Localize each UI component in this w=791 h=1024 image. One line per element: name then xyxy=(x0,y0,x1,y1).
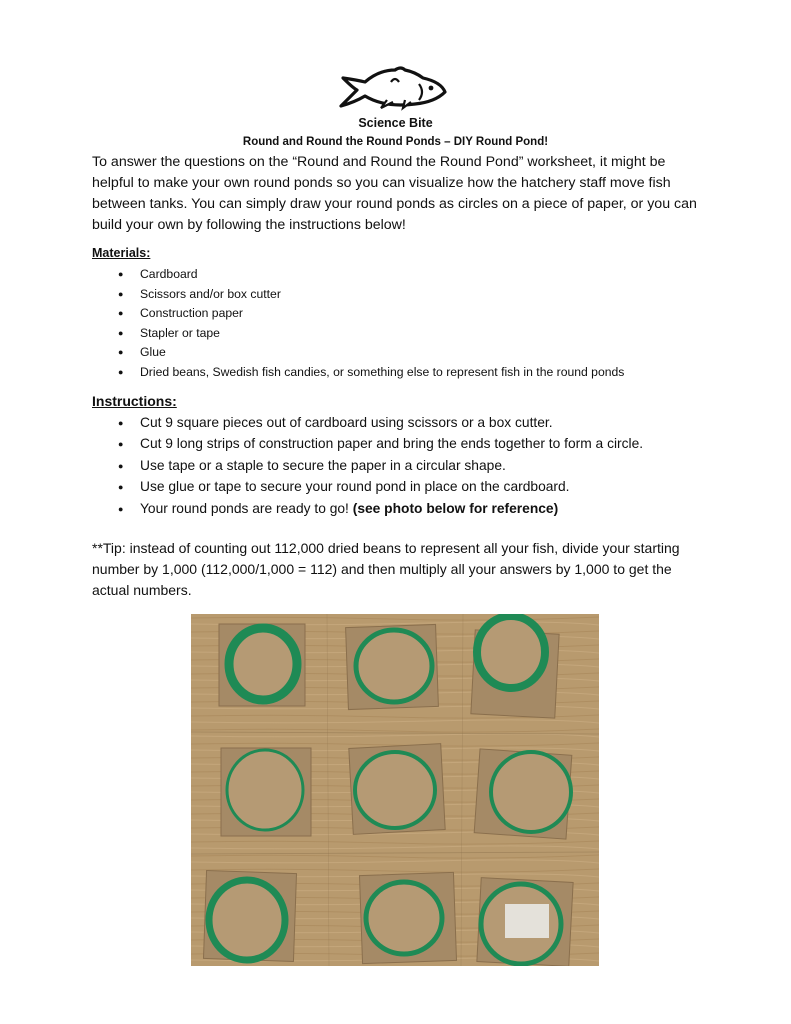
pond-5 xyxy=(349,744,445,835)
list-item: ● Use tape or a staple to secure the paper in a circular shape. xyxy=(140,455,700,476)
bullet-icon: ● xyxy=(118,366,124,377)
instructions-heading: Instructions: xyxy=(92,393,177,409)
bullet-icon: ● xyxy=(118,482,124,493)
bullet-icon: ● xyxy=(118,460,124,471)
bullet-icon: ● xyxy=(118,418,124,428)
bullet-icon: ● xyxy=(118,288,124,299)
list-item: ● Cut 9 square pieces out of cardboard using scissors or a box cutter. xyxy=(140,412,700,433)
bullet-icon: ● xyxy=(118,503,124,514)
list-item: ● Use glue or tape to secure your round pond in place on the cardboard. xyxy=(140,476,700,497)
materials-heading: Materials: xyxy=(92,246,151,260)
pond-9 xyxy=(477,878,573,966)
bullet-icon: ● xyxy=(118,347,124,358)
bullet-icon: ● xyxy=(118,439,124,450)
pond-2 xyxy=(346,624,439,709)
list-item: ● Cardboard xyxy=(140,265,700,285)
materials-list xyxy=(118,265,700,383)
bullet-icon: ● xyxy=(118,327,124,338)
pond-4 xyxy=(221,748,311,836)
instructions-list xyxy=(118,412,700,519)
pond-1 xyxy=(219,624,305,706)
list-item: ● Scissors and/or box cutter xyxy=(140,285,700,305)
pond-8 xyxy=(359,872,456,963)
page-title: Science Bite xyxy=(358,116,433,130)
list-item: ● Your round ponds are ready to go! (see photo below for reference) xyxy=(140,498,700,519)
photo-reference-note: (see photo below for reference) xyxy=(352,500,559,516)
list-item: ● Construction paper xyxy=(140,304,700,324)
page-subtitle: Round and Round the Round Ponds – DIY Round Pond! xyxy=(242,136,549,148)
intro-paragraph: To answer the questions on the “Round and Round the Round Pond” worksheet, it might be helpful to make your own round ponds so you can visualize how the hatchery staff move fish between tanks. You can simply draw your round ponds as circles on a piece of paper, or you can build your own by following the instructions below! xyxy=(92,154,697,233)
bullet-icon: ● xyxy=(118,308,124,319)
bullet-icon: ● xyxy=(118,269,124,279)
tip-paragraph: **Tip: instead of counting out 112,000 dried beans to represent all your fish, divide your starting number by 1,000 (112,000/1,000 = 112) and then multiply all your answers by 1,000 to get the actual numbers. xyxy=(92,540,680,598)
pond-7 xyxy=(203,870,296,961)
round-ponds-photo xyxy=(191,614,599,966)
salmon-fish-icon xyxy=(335,64,451,114)
list-item: ● Cut 9 long strips of construction paper and bring the ends together to form a circle. xyxy=(140,433,700,454)
list-item: ● Stapler or tape xyxy=(140,324,700,344)
list-item: ● Dried beans, Swedish fish candies, or something else to represent fish in the round ponds xyxy=(140,363,700,383)
pond-6 xyxy=(474,749,572,839)
list-item: ● Glue xyxy=(140,343,700,363)
